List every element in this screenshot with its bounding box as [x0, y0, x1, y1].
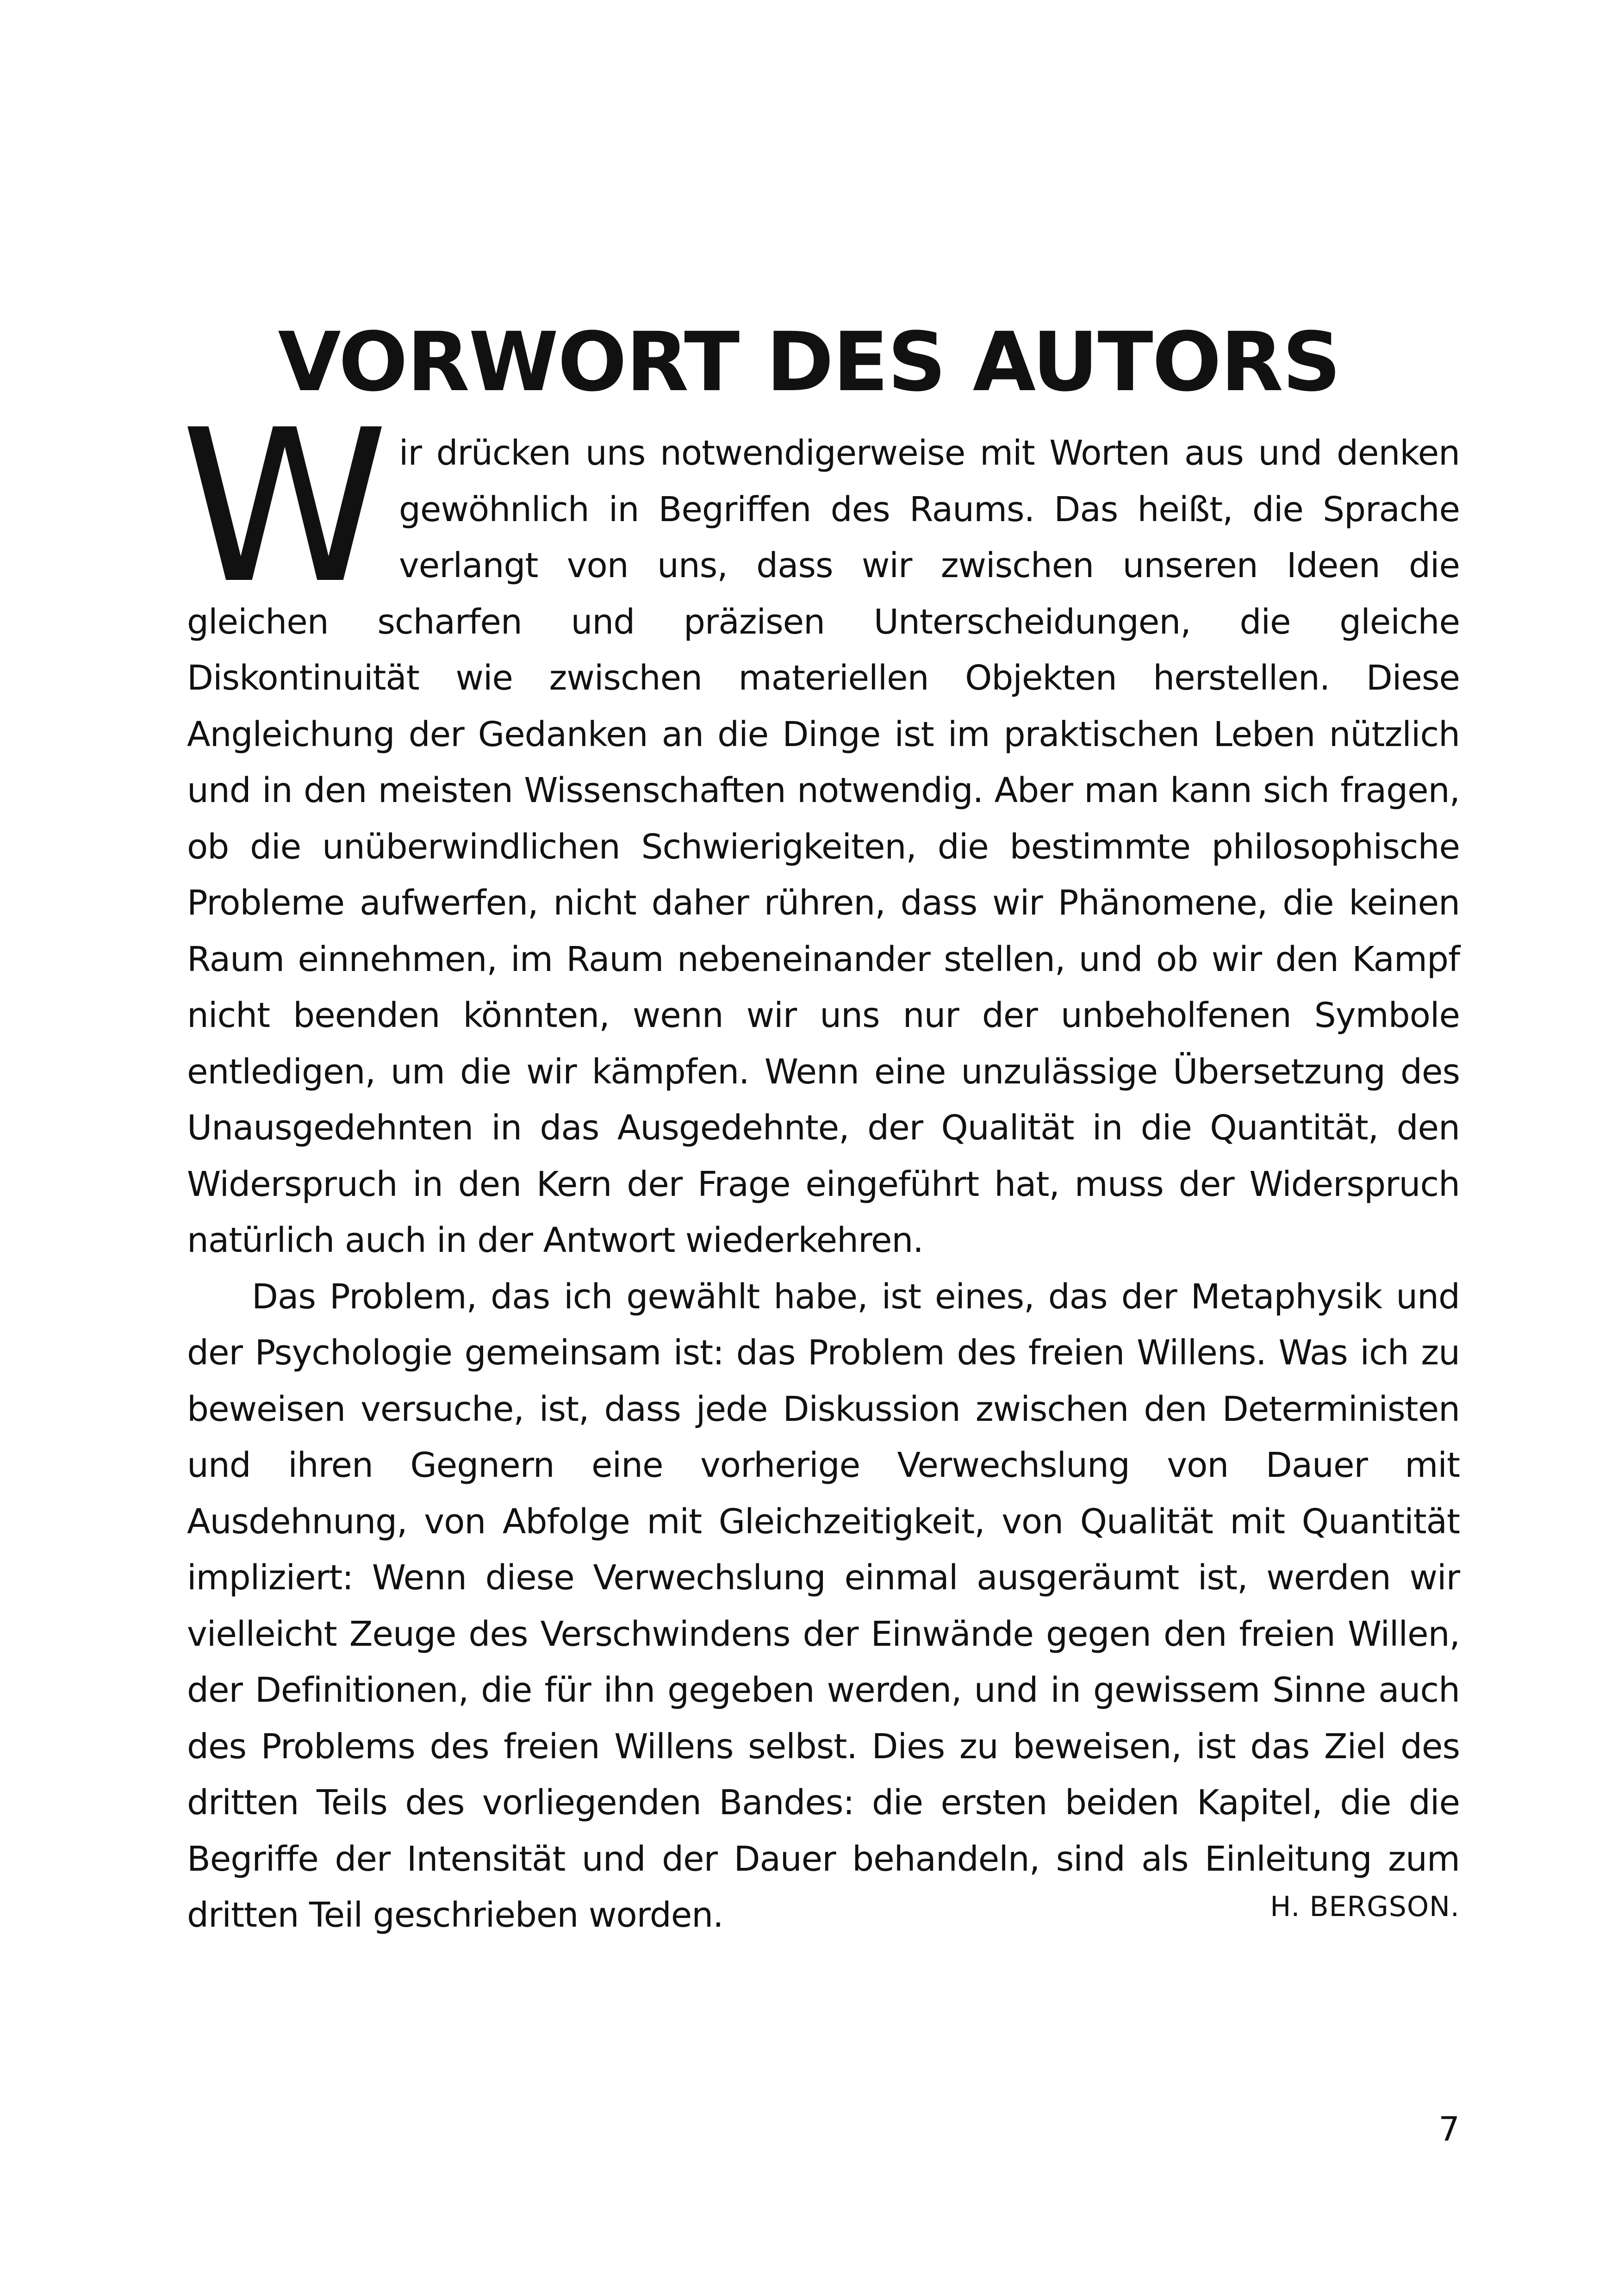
paragraph-2: Das Problem, das ich gewählt habe, ist eines, das der Metaphysik und der Psychologie gemeinsam ist: das Problem des freien Willens. Was ich zu beweisen versuche, ist, dass jede Diskussion zwischen den Deterministen und ihren Gegnern eine vorherige Verwechslung von Dauer mit Ausdehnung, von Abfolge mit Gleichzeitigkeit, von Qualität mit Quantität impliziert: Wenn diese Verwechslung einmal ausgeräumt ist, werden wir vielleicht Zeuge des Verschwindens der Einwände gegen den freien Willen, der Definitionen, die für ihn gegeben werden, und in gewissem Sinne auch des Problems des freien Willens selbst. Dies zu beweisen, ist das Ziel des dritten Teils des vorliegenden Bandes: die ersten beiden Kapitel, die die Begriffe der Intensität und der Dauer behandeln, sind als Einleitung zum dritten Teil geschrieben worden.	[187, 1276, 1460, 1935]
page-number: 7	[1438, 2109, 1460, 2148]
drop-cap: W	[180, 385, 389, 630]
author-signature: H. BERGSON.	[1270, 1891, 1460, 1923]
paragraph-1-text: ir drücken uns notwendigerweise mit Worten aus und denken gewöhnlich in Begriffen des Raums. Das heißt, die Sprache verlangt von uns, dass wir zwischen unseren Ideen die gleichen scharfen und präzisen Unterscheidungen, die gleiche Diskontinuität wie zwischen materiellen Objekten herstellen. Diese Angleichung der Gedanken an die Dinge ist im praktischen Leben nützlich und in den meisten Wissenschaften notwendig. Aber man kann sich fragen, ob die unüberwindlichen Schwierigkeiten, die bestimmte philosophische Probleme aufwerfen, nicht daher rühren, dass wir Phänomene, die keinen Raum einnehmen, im Raum nebeneinander stellen, und ob wir den Kampf nicht beenden könnten, wenn wir uns nur der unbeholfenen Symbole entledigen, um die wir kämpfen. Wenn eine unzulässige Übersetzung des Unausgedehnten in das Ausgedehnte, der Qualität in die Quantität, den Widerspruch in den Kern der Frage eingeführt hat, muss der Widerspruch natürlich auch in der Antwort wiederkehren.	[187, 433, 1460, 1260]
chapter-heading: VORWORT DES AUTORS	[278, 314, 1340, 410]
body-text	[180, 385, 1460, 1944]
paragraph-1	[180, 385, 1460, 1269]
